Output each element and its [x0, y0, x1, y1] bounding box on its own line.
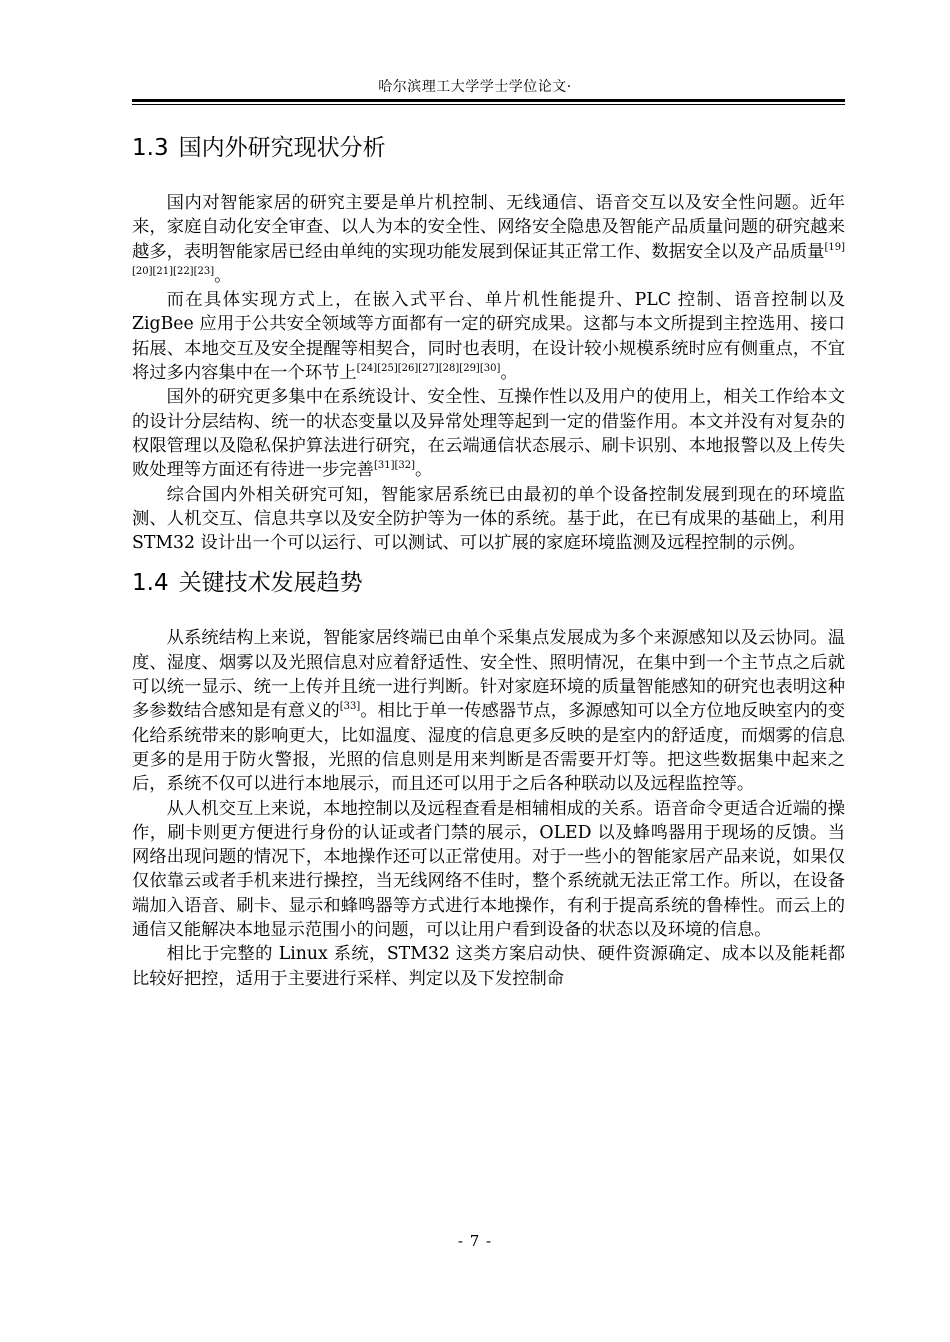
header-rule-thick	[132, 99, 845, 102]
paragraph	[132, 942, 845, 991]
citation[interactable]: [24][25][26][27][28][29][30]	[356, 363, 501, 375]
paragraph-text-tail: 。	[415, 460, 433, 481]
paragraph-text: 国内对智能家居的研究主要是单片机控制、无线通信、语音交互以及安全性问题。近年来，家庭自动化安全审查、以人为本的安全性、网络安全隐患及智能产品质量问题的研究越来越多，表明智能家居已经由单纯的实现功能发展到保证其正常工作、数据安全以及产品质量	[132, 193, 845, 262]
paragraph-text: 而在具体实现方式上，在嵌入式平台、单片机性能提升、PLC 控制、语音控制以及 ZigBee 应用于公共安全领域等方面都有一定的研究成果。这都与本文所提到主控选用、接口拓展、本地交互及安全提醒等相契合，同时也表明，在设计较小规模系统时应有侧重点，不宜将过多内容集中在一个环节上	[132, 290, 845, 384]
paragraph	[132, 797, 845, 943]
section-title: 国内外研究现状分析	[178, 135, 386, 161]
paragraph	[132, 626, 845, 796]
paragraph-text-tail: 。	[500, 363, 518, 384]
page-number: - 7 -	[457, 1232, 493, 1250]
section-number: 1.4	[132, 570, 169, 597]
citation[interactable]: [31][32]	[373, 460, 416, 472]
paragraph	[132, 288, 845, 385]
page-body	[132, 128, 845, 991]
citation[interactable]: [33]	[339, 701, 361, 713]
paragraph-text: 从人机交互上来说，本地控制以及远程查看是相辅相成的关系。语音命令更适合近端的操作，刷卡则更方便进行身份的认证或者门禁的展示，OLED 以及蜂鸣器用于现场的反馈。当网络出现问题的情况下，本地操作还可以正常使用。对于一些小的智能家居产品来说，如果仅仅依靠云或者手机来进行操控，当无线网络不佳时，整个系统就无法正常工作。所以，在设备端加入语音、刷卡、显示和蜂鸣器等方式进行本地操作，有利于提高系统的鲁棒性。而云上的通信又能解决本地显示范围小的问题，可以让用户看到设备的状态以及环境的信息。	[132, 798, 845, 941]
paragraph	[132, 483, 845, 556]
paragraph	[132, 385, 845, 482]
paragraph-text: 国外的研究更多集中在系统设计、安全性、互操作性以及用户的使用上，相关工作给本文的设计分层结构、统一的状态变量以及异常处理等起到一定的借鉴作用。本文并没有对复杂的权限管理以及隐私保护算法进行研究，在云端通信状态展示、刷卡识别、本地报警以及上传失败处理等方面还有待进一步完善	[132, 387, 845, 481]
paragraph-text-tail: 。	[214, 265, 232, 286]
running-header: 哈尔滨理工大学学士学位论文·	[378, 79, 572, 95]
paragraph-text: 从系统结构上来说，智能家居终端已由单个采集点发展成为多个来源感知以及云协同。温度、湿度、烟雾以及光照信息对应着舒适性、安全性、照明情况，在集中到一个主节点之后就可以统一显示、统一上传并且统一进行判断。针对家庭环境的质量智能感知的研究也表明这种多参数结合感知是有意义的	[132, 628, 845, 722]
paragraph-text: 相比于完整的 Linux 系统，STM32 这类方案启动快、硬件资源确定、成本以及能耗都比较好把控，适用于主要进行采样、判定以及下发控制命	[132, 944, 845, 989]
citation[interactable]: [19][20][21][22][23]	[132, 241, 845, 277]
header-rule-thin	[132, 104, 845, 105]
section-heading-1-4	[132, 563, 845, 603]
section-heading-1-3	[132, 128, 845, 168]
paragraph-text-tail: 。相比于单一传感器节点，多源感知可以全方位地反映室内的变化给系统带来的影响更大，比如温度、湿度的信息更多反映的是室内的舒适度，而烟雾的信息更多的是用于防火警报，光照的信息则是用来判断是否需要开灯等。把这些数据集中起来之后，系统不仅可以进行本地展示，而且还可以用于之后各种联动以及远程监控等。	[132, 701, 845, 795]
section-title: 关键技术发展趋势	[178, 570, 363, 597]
section-number: 1.3	[132, 135, 169, 161]
paragraph-text: 综合国内外相关研究可知，智能家居系统已由最初的单个设备控制发展到现在的环境监测、人机交互、信息共享以及安全防护等为一体的系统。基于此，在已有成果的基础上，利用 STM32 设计出一个可以运行、可以测试、可以扩展的家庭环境监测及远程控制的示例。	[132, 484, 845, 554]
paragraph	[132, 191, 845, 288]
